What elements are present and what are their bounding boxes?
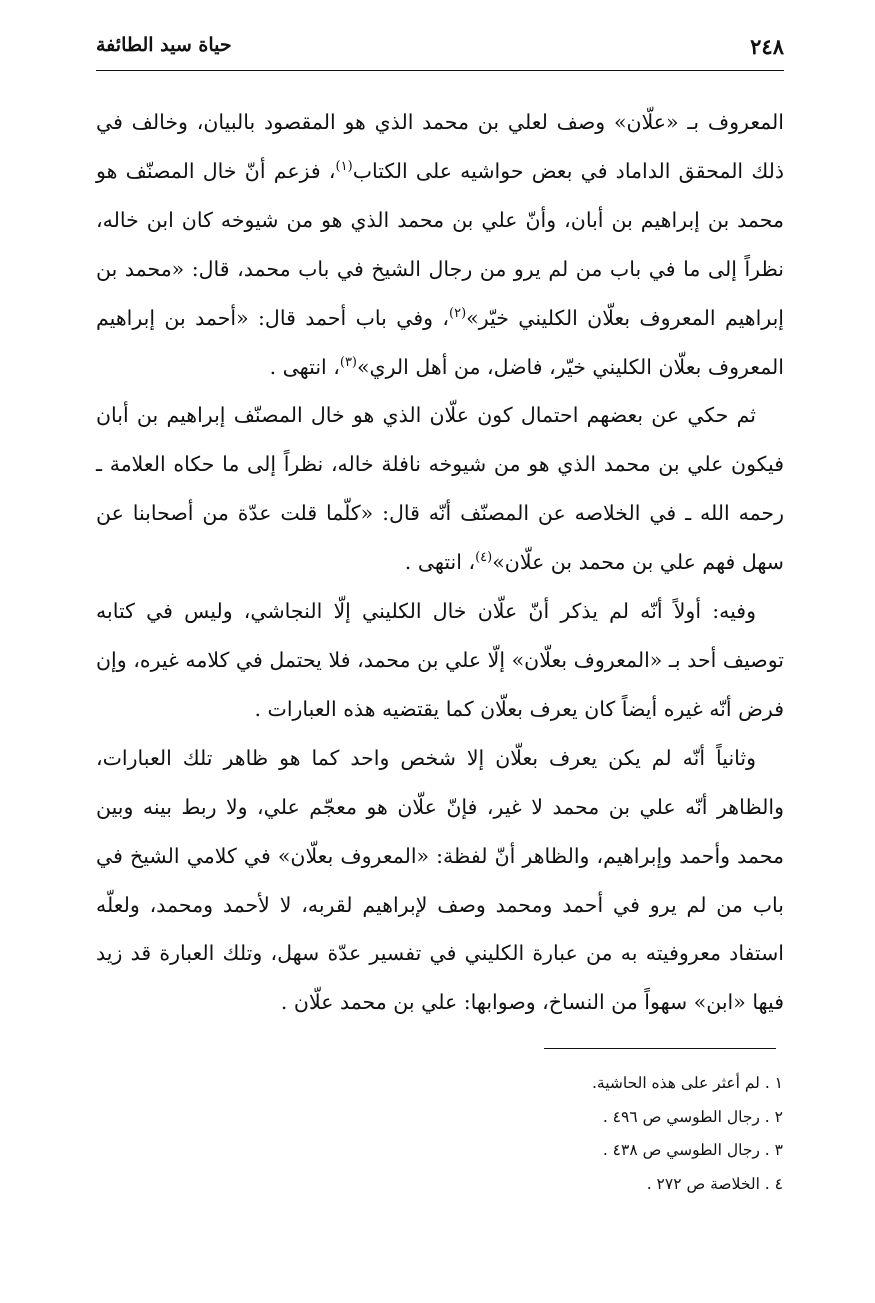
paragraph-1-part-a: المعروف بـ «علّان» وصف لعلي بن محمد الذي هو المقصود بالبيان، وخالف في ذلك المحقق الداماد في بعض حواشيه على الكتاب — [96, 110, 784, 183]
paragraph-3: وفيه: أولاً أنّه لم يذكر أنّ علّان خال الكليني إلّا النجاشي، وليس في كتابه توصيف أحد بـ «المعروف بعلّان» إلّا علي بن محمد، فلا يحتمل في كلامه غيره، وإن فرض أنّه غيره أيضاً كان يعرف بعلّان كما يقتضيه هذه العبارات . — [96, 599, 784, 721]
book-title: حياة سيد الطائفة — [96, 34, 232, 56]
paragraph-2-part-b: ، انتهى . — [404, 550, 476, 575]
footnote-4: ٤ . الخلاصة ص ٢٧٢ . — [646, 1174, 783, 1193]
page-number: ٢٤٨ — [750, 34, 784, 59]
paragraph-1-part-c: ، وفي باب أحمد قال: «أحمد بن إبراهيم المعروف بعلّان الكليني خيّر، فاضل، من أهل الري» — [96, 305, 784, 379]
footnote-3: ٣ . رجال الطوسي ص ٤٣٨ . — [602, 1141, 783, 1159]
paragraph-1 — [96, 98, 784, 391]
paragraph-2-part-a: ثم حكي عن بعضهم احتمال كون علّان الذي هو خال المصنّف إبراهيم بن أبان فيكون علي بن محمد الذي هو من شيوخه نافلة خاله، نظراً إلى ما حكاه العلامة ـ رحمه الله ـ في الخلاصه عن المصنّف أنّه قال: «كلّما قلت عدّة من أصحابنا عن سهل فهم علي بن محمد بن علّان» — [96, 403, 784, 575]
main-text — [96, 98, 784, 1027]
footnote-ref-4: (٤) — [475, 550, 493, 566]
footnote-separator — [544, 1048, 776, 1049]
paragraph-1-part-b: ، فزعم أنّ خال المصنّف هو محمد بن إبراهيم بن أبان، وأنّ علي بن محمد الذي هو من شيوخه كان ابن خاله، نظراً إلى ما في باب من لم يرو من رجال الشيخ في باب محمد، قال: «محمد بن إبراهيم المعروف بعلّان الكليني خيّر» — [96, 158, 784, 330]
paragraph-2 — [96, 391, 784, 587]
footnote-ref-1: (١) — [335, 159, 353, 175]
running-header — [96, 30, 784, 71]
footnote-2: ٢ . رجال الطوسي ص ٤٩٦ . — [602, 1107, 783, 1126]
paragraph-1-part-d: ، انتهى . — [269, 354, 340, 379]
footnote-1: ١ . لم أعثر على هذه الحاشية. — [591, 1074, 783, 1092]
footnote-ref-3: (٣) — [339, 354, 357, 370]
footnote-ref-2: (٢) — [449, 305, 467, 321]
footnotes — [96, 1067, 783, 1201]
paragraph-4: وثانياً أنّه لم يكن يعرف بعلّان إلا شخص واحد كما هو ظاهر تلك العبارات، والظاهر أنّه علي بن محمد لا غير، فإنّ علّان هو معجّم علي، ولا ربط بينه وبين محمد وأحمد وإبراهيم، والظاهر أنّ لفظة: «المعروف بعلّان» في كلامي الشيخ في باب من لم يرو في أحمد ومحمد وصف لإبراهيم لقربه، لا لأحمد ومحمد، ولعلّه استفاد معروفيته به من عبارة الكليني في تفسير عدّة سهل، وتلك العبارة قد زيد فيها «ابن» سهواً من النساخ، وصوابها: علي بن محمد علّان . — [96, 745, 784, 1015]
